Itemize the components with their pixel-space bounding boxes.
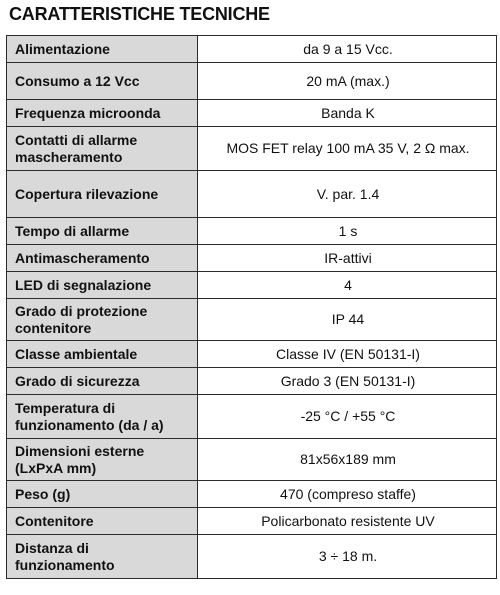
table-row (7, 508, 497, 535)
spec-label: Contatti di allarme mascheramento (7, 127, 198, 171)
spec-value: da 9 a 15 Vcc. (198, 36, 497, 63)
spec-value: Banda K (198, 100, 497, 127)
spec-value: 470 (compreso staffe) (198, 481, 497, 508)
spec-label: Grado di sicurezza (7, 368, 198, 395)
spec-value: 81x56x189 mm (198, 439, 497, 481)
spec-value: -25 °C / +55 °C (198, 395, 497, 439)
spec-value: Grado 3 (EN 50131-I) (198, 368, 497, 395)
specs-table (6, 35, 497, 579)
spec-value: V. par. 1.4 (198, 171, 497, 218)
spec-value: Classe IV (EN 50131-I) (198, 341, 497, 368)
spec-label: Grado di protezione contenitore (7, 299, 198, 341)
spec-label: Temperatura di funzionamento (da / a) (7, 395, 198, 439)
table-row (7, 481, 497, 508)
spec-label: Distanza di funzionamento (7, 535, 198, 579)
spec-value: Policarbonato resistente UV (198, 508, 497, 535)
spec-label: Peso (g) (7, 481, 198, 508)
table-row (7, 341, 497, 368)
table-row (7, 245, 497, 272)
spec-label: Dimensioni esterne (LxPxA mm) (7, 439, 198, 481)
spec-label: Alimentazione (7, 36, 198, 63)
spec-value: MOS FET relay 100 mA 35 V, 2 Ω max. (198, 127, 497, 171)
spec-value: 4 (198, 272, 497, 299)
spec-label: Tempo di allarme (7, 218, 198, 245)
spec-label: Consumo a 12 Vcc (7, 63, 198, 100)
spec-label: Classe ambientale (7, 341, 198, 368)
spec-label: Contenitore (7, 508, 198, 535)
table-row (7, 368, 497, 395)
spec-label: Frequenza microonda (7, 100, 198, 127)
table-row (7, 100, 497, 127)
table-row (7, 171, 497, 218)
table-row (7, 272, 497, 299)
table-row (7, 535, 497, 579)
page-title: CARATTERISTICHE TECNICHE (9, 4, 270, 24)
table-row (7, 439, 497, 481)
spec-value: 3 ÷ 18 m. (198, 535, 497, 579)
spec-value: IR-attivi (198, 245, 497, 272)
table-row (7, 63, 497, 100)
spec-label: Copertura rilevazione (7, 171, 198, 218)
spec-value: 1 s (198, 218, 497, 245)
spec-label: Antimascheramento (7, 245, 198, 272)
spec-label: LED di segnalazione (7, 272, 198, 299)
table-row (7, 127, 497, 171)
spec-value: 20 mA (max.) (198, 63, 497, 100)
table-row (7, 36, 497, 63)
table-row (7, 218, 497, 245)
table-row (7, 395, 497, 439)
table-row (7, 299, 497, 341)
spec-value: IP 44 (198, 299, 497, 341)
